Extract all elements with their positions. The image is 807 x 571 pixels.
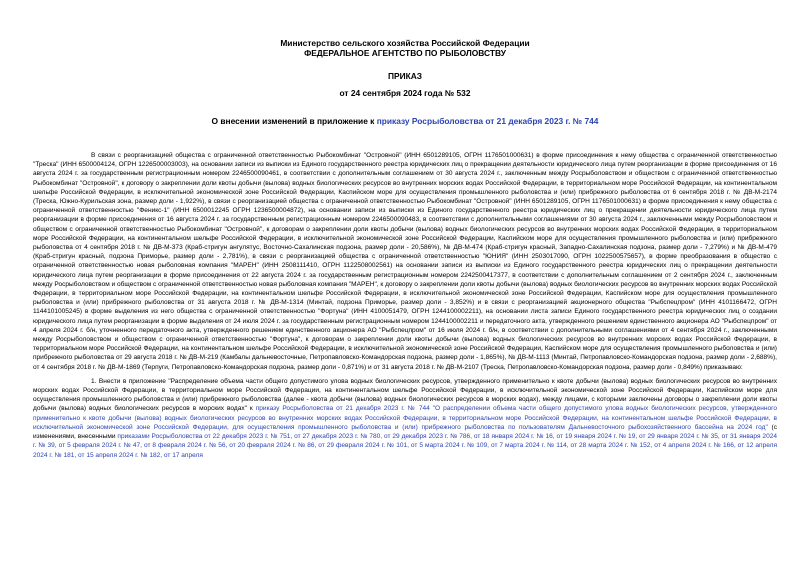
document-title xyxy=(33,116,777,126)
ministry-name: Министерство сельского хозяйства Российской Федерации xyxy=(280,38,530,48)
item-1-paragraph xyxy=(33,377,777,460)
preamble-paragraph: В связи с реорганизацией общества с ограниченной ответственностью Рыбокомбинат "Островной" (ИНН 6501289105, ОГРН 1176501000631) в форме присоединения к нему общества с ограниченной ответственностью "Треска" (ИНН 6500004124, ОГРН 1226500003003), на основании записи из выписки из Единого государственного реестра юридических лиц о прекращении деятельности юридического лица путем реорганизации в форме присоединения от 16 августа 2024 г. за государственным регистрационным номером 2246500090461, в соответствии с дополнительным соглашением от 30 августа 2024 г., заключенным между Росрыболовством и обществом с ограниченной ответственностью Рыбокомбинат "Островной", к договору о закреплении доли квоты добычи (вылова) водных биологических ресурсов во внутренних морских водах Российской Федерации, в территориальном море Российской Федерации, на континентальном шельфе Российской Федерации, в исключительной экономической зоне Российской Федерации, Каспийском море для осуществления промышленного рыболовства и (или) прибрежного рыболовства от 6 сентября 2018 г. № ДВ-М-2174 (Треска, Южно-Курильская зона, размер доли - 1,922%), в связи с реорганизацией общества с ограниченной ответственностью Рыбокомбинат "Островной" (ИНН 6501289105, ОГРН 1176501000631) в форме присоединения к нему общества с ограниченной ответственностью "Феникс-1" (ИНН 6500012245 ОГРН 1236500004872), на основании записи из выписки из Единого государственного реестра юридических лиц о прекращении деятельности юридического лица путем реорганизации в форме присоединения от 16 августа 2024 г. за государственным регистрационным номером 2246500090483, в соответствии с дополнительными соглашениями от 30 августа 2024 г., заключенными между Росрыболовством и обществом с ограниченной ответственностью Рыбокомбинат "Островной", к договорам о закреплении доли квоты добычи (вылова) водных биологических ресурсов во внутренних морских водах Российской Федерации, в территориальном море Российской Федерации, на континентальном шельфе Российской Федерации, в исключительной экономической зоне Российской Федерации, Каспийском море для осуществления промышленного рыболовства и (или) прибрежного рыболовства от 4 сентября 2018 г. № ДВ-М-373 (Краб-стригун ангулятус, Восточно-Сахалинская подзона, размер доли - 20,586%), № ДВ-М-474 (Краб-стригун красный, Западно-Сахалинская подзона, размер доли - 7,279%) и № ДВ-М-479 (Краб-стригун красный, подзона Приморье, размер доли - 2,781%), в связи с реорганизацией общества с ограниченной ответственностью "ЮНИЯ" (ИНН 2503017090, ОГРН 1022500575657), в форме преобразования в общество с ограниченной ответственностью новая рыболовная компания "МАРЕН" (ИНН 2508111410, ОГРН 1122508002561) на основании записи из выписки из Единого государственного реестра юридических лиц о прекращении деятельности юридического лица путем реорганизации в форме присоединения от 22 августа 2024 г. за государственным регистрационным номером 2242500417377, в соответствии с дополнительным соглашением от 2 сентября 2024 г., заключенным между Росрыболовством и обществом с ограниченной ответственностью новая рыболовная компания "МАРЕН", к договору о закреплении доли квоты добычи (вылова) водных биологических ресурсов во внутренних морских водах Российской Федерации, в территориальном море Российской Федерации, на континентальном шельфе Российской Федерации, в исключительной экономической зоне Российской Федерации, Каспийском море для осуществления промышленного рыболовства и (или) прибрежного рыболовства от 31 августа 2018 г. № ДВ-М-1314 (Минтай, подзона Приморье, размер доли - 3,852%) и в связи с реорганизацией акционерного общества "Рыбспецпром" (ИНН 4101166472, ОГРН 1144101005245) в форме выделения из него общества с ограниченной ответственностью "Фортуна" (ИНН 4100051479, ОГРН 1244100002211), на основании листа записи Единого государственного реестра юридических лиц о создании юридического лица путем реорганизации в форме выделения от 24 июля 2024 г. за государственным регистрационным номером 1244100002211 и передаточного акта, утвержденного решением единственного акционера АО "Рыбспецпром" от 4 апреля 2024 г. б/н, уточненного передаточного акта, утвержденного решением единственного акционера АО "Рыбспецпром" от 16 июля 2024 г. б/н, в соответствии с дополнительными соглашениями от 4 сентября 2024 г., заключенными между Росрыболовством и обществом с ограниченной ответственностью "Фортуна", к договорам о закреплении доли квоты добычи (вылова) водных биологических ресурсов во внутренних морских водах Российской Федерации, в территориальном море Российской Федерации, на континентальном шельфе Российской Федерации, в исключительной экономической зоне Российской Федерации, Каспийском море для осуществления промышленного рыболовства и (или) прибрежного рыболовства от 29 августа 2018 г. № ДВ-М-219 (Камбалы дальневосточные, Петропавловско-Командорская подзона, размер доли - 1,865%), № ДВ-М-1113 (Минтай, Петропавловско-Командорская подзона, размер доли - 2,688%), от 4 сентября 2018 г. № ДВ-М-1869 (Терпуги, Петропавловско-Командорская подзона, размер доли - 0,871%) и от 31 августа 2018 г. № ДВ-М-2107 (Треска, Петропавловско-Командорская подзона, размер доли - 0,849%) приказываю: xyxy=(33,152,777,371)
item-1-text: 1. Внести в приложение "Распределение объема части общего допустимого улова водных биологических ресурсов, утвержденного применительно к квоте добычи (вылова) водных биологических ресурсов во внутренних морских водах Российской Федерации, в территориальном море Российской Федерации, на континентальном шельфе Российской Федерации, в исключительной экономической зоне Российской Федерации, Каспийском море для осуществления промышленного рыболовства и (или) прибрежного рыболовства (далее - квота добычи (вылова) водных биологических ресурсов в морских водах), между лицами, с которыми заключены договоры о закреплении доли квоты добычи (вылова) водных биологических ресурсов в морских водах" к xyxy=(33,377,777,413)
amending-orders-links[interactable]: приказами Росрыболовства от 22 декабря 2023 г. № 751, от 27 декабря 2023 г. № 780, от 29 декабря 2023 г. № 786, от 18 января 2024 г. № 16, от 19 января 2024 г. № 19, от 29 января 2024 г. № 35, от 31 января 2024 г. № 39, от 5 февраля 2024 г. № 47, от 8 февраля 2024 г. № 56, от 20 февраля 2024 г. № 86, от 29 февраля 2024 г. № 101, от 5 марта 2024 г. № 109, от 7 марта 2024 г. № 114, от 28 марта 2024 г. № 152, от 4 апреля 2024 г. № 166, от 12 апреля 2024 г. № 181, от 15 апреля 2024 г. № 182, от 17 апреля xyxy=(33,433,777,459)
order-744-link[interactable]: приказу Росрыболовства от 21 декабря 2023 г. № 744 "О распределении объема части общего допустимого улова водных биологических ресурсов, утвержденного применительно к квоте добычи (вылова) водных биологических ресурсов во внутренних морских водах Российской Федерации, в территориальном море Российской Федерации, на континентальном шельфе Российской Федерации, в исключительной экономической зоне Российской Федерации, для осуществления промышленного рыболовства и (или) прибрежного рыболовства по пользователям Дальневосточного рыбохозяйственного бассейна на 2024 год" xyxy=(33,405,777,431)
title-prefix: О внесении изменений в приложение к xyxy=(211,116,377,126)
document-body xyxy=(33,151,777,460)
document-date-number: от 24 сентября 2024 года № 532 xyxy=(339,88,471,98)
document-page xyxy=(33,0,777,571)
title-order-link[interactable]: приказу Росрыболовства от 21 декабря 2023 г. № 744 xyxy=(376,116,599,126)
document-type: ПРИКАЗ xyxy=(387,71,423,81)
agency-name: ФЕДЕРАЛЬНОЕ АГЕНТСТВО ПО РЫБОЛОВСТВУ xyxy=(304,48,506,58)
item-1-mid-text: (с изменениями, внесенными xyxy=(33,423,777,441)
